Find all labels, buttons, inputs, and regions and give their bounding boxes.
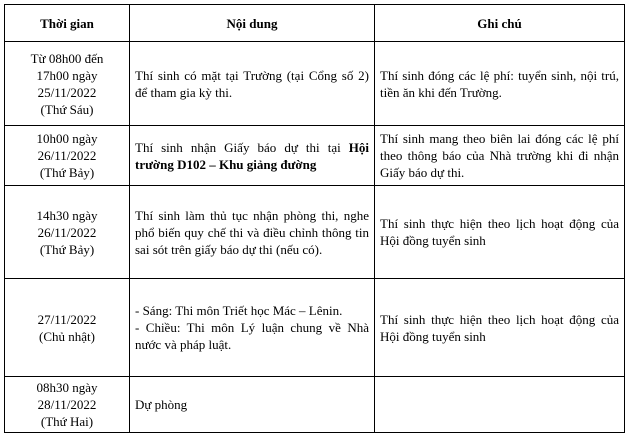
venue-highlight: Hội trường D102 – Khu giảng đường bbox=[135, 139, 369, 172]
morning-exam-item: - Sáng: Thi môn Triết học Mác – Lênin. bbox=[135, 303, 343, 318]
time-line: Từ 08h00 đến bbox=[30, 50, 104, 66]
table-row bbox=[5, 377, 625, 433]
time-line: 25/11/2022 bbox=[37, 84, 97, 100]
time-cell bbox=[5, 126, 130, 186]
header-note: Ghi chú bbox=[375, 5, 625, 42]
time-line: 17h00 ngày bbox=[36, 67, 98, 83]
content-cell: Dự phòng bbox=[130, 377, 375, 433]
table-row bbox=[5, 279, 625, 377]
content-cell bbox=[130, 126, 375, 186]
table-row bbox=[5, 186, 625, 279]
content-cell: Thí sinh có mặt tại Trường (tại Cổng số 2) để tham gia kỳ thi. bbox=[130, 42, 375, 126]
table-row bbox=[5, 126, 625, 186]
time-line: 26/11/2022 bbox=[37, 148, 97, 163]
note-cell: Thí sinh thực hiện theo lịch hoạt động của Hội đồng tuyển sinh bbox=[375, 186, 625, 279]
note-cell bbox=[375, 377, 625, 433]
time-cell bbox=[5, 279, 130, 377]
time-line: 10h00 ngày bbox=[36, 131, 98, 146]
time-line: 26/11/2022 bbox=[37, 224, 97, 240]
time-cell bbox=[5, 377, 130, 433]
afternoon-exam-item: - Chiều: Thi môn Lý luận chung về Nhà nước và pháp luật. bbox=[135, 320, 369, 352]
exam-schedule-table bbox=[4, 4, 625, 433]
time-cell bbox=[5, 42, 130, 126]
time-cell bbox=[5, 186, 130, 279]
time-line: (Thứ Sáu) bbox=[40, 101, 94, 117]
content-cell: Thí sinh làm thủ tục nhận phòng thi, nghe phổ biến quy chế thi và điều chỉnh thông tin sai sót trên giấy báo dự thi (nếu có). bbox=[130, 186, 375, 279]
time-line: (Chủ nhật) bbox=[39, 328, 95, 344]
time-line: 08h30 ngày bbox=[36, 380, 98, 395]
header-content: Nội dung bbox=[130, 5, 375, 42]
content-text: Thí sinh nhận Giấy báo dự thi tại bbox=[135, 139, 349, 155]
note-cell: Thí sinh đóng các lệ phí: tuyển sinh, nội trú, tiền ăn khi đến Trường. bbox=[375, 42, 625, 126]
table-header-row bbox=[5, 5, 625, 42]
note-cell: Thí sinh thực hiện theo lịch hoạt động của Hội đồng tuyển sinh bbox=[375, 279, 625, 377]
time-line: (Thứ Bảy) bbox=[39, 165, 95, 180]
time-line: (Thứ Bảy) bbox=[39, 241, 95, 257]
note-cell: Thí sinh mang theo biên lai đóng các lệ phí theo thông báo của Nhà trường khi đi nhận Giấy báo dự thi. bbox=[375, 126, 625, 186]
time-line: 27/11/2022 bbox=[37, 311, 97, 327]
time-line: 14h30 ngày bbox=[36, 207, 98, 223]
content-cell bbox=[130, 279, 375, 377]
time-line: 28/11/2022 bbox=[37, 397, 97, 412]
time-line: (Thứ Hai) bbox=[40, 414, 94, 429]
table-row bbox=[5, 42, 625, 126]
header-time: Thời gian bbox=[5, 5, 130, 42]
